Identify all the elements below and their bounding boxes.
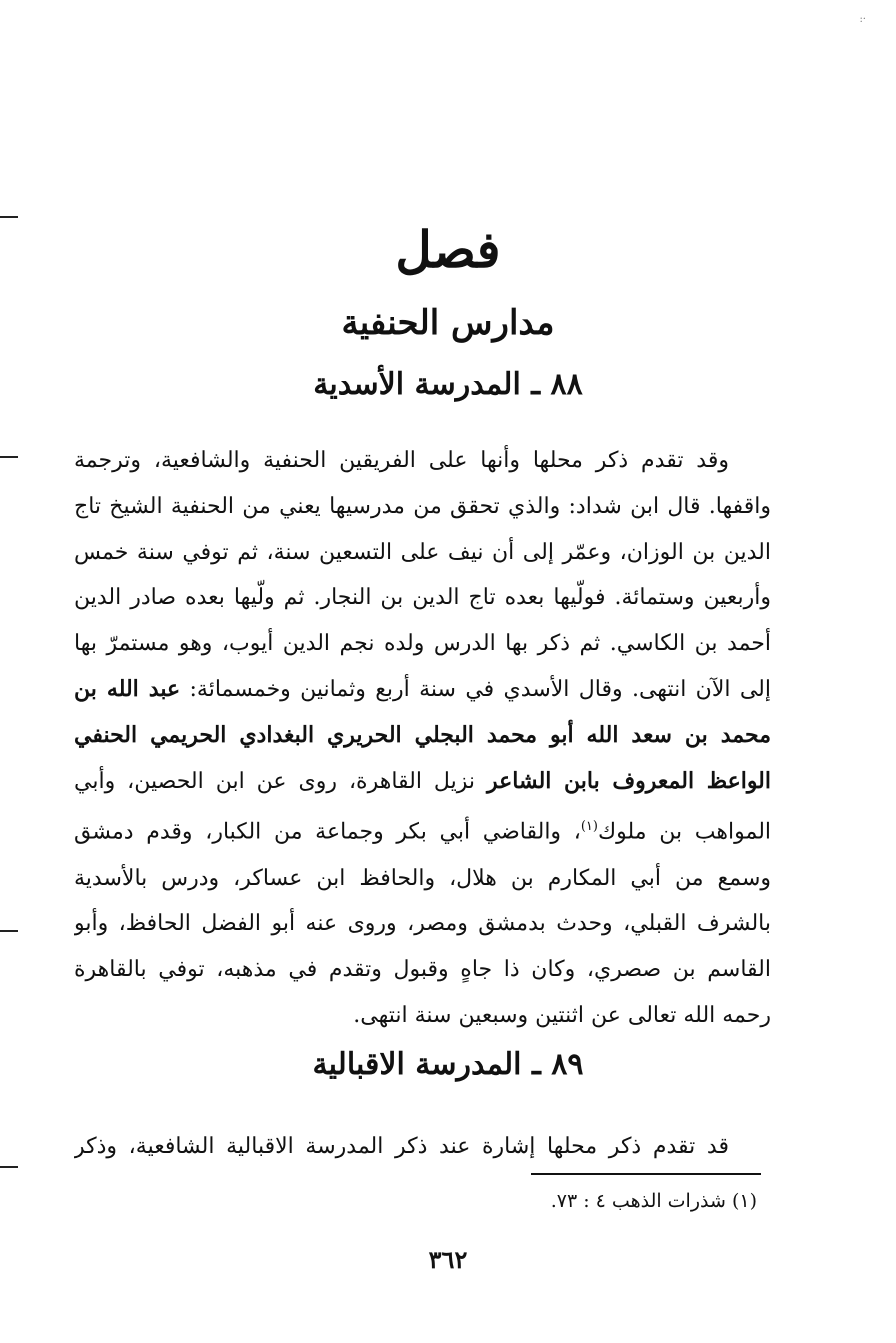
entry-heading: ٨٨ ـ المدرسة الأسدية	[313, 367, 583, 402]
bold-name: عبد الله بن	[74, 675, 181, 702]
footnote: (١) شذرات الذهب ٤ : ٧٣.	[550, 1190, 757, 1212]
text-line: القاسم بن صصري، وكان ذا جاهٍ وقبول وتقدم في مذهبه، توفي بالقاهرة	[74, 957, 771, 983]
text-run: ، والقاضي أبي بكر وجماعة من الكبار، وقدم دمشق	[74, 819, 581, 845]
text-run: نزيل القاهرة، روى عن ابن الحصين، وأبي	[74, 768, 475, 794]
margin-mark	[0, 216, 18, 218]
entry-heading: ٨٩ ـ المدرسة الاقبالية	[312, 1047, 584, 1082]
margin-mark	[0, 930, 18, 932]
margin-mark	[0, 456, 18, 458]
bold-name: الواعظ المعروف بابن الشاعر	[486, 767, 771, 794]
footnote-rule	[531, 1173, 761, 1175]
text-line	[74, 759, 771, 805]
text-line: الدين بن الوزان، وعمّر إلى أن نيف على التسعين سنة، ثم توفي سنة خمس	[74, 539, 771, 565]
entry-body	[74, 1124, 771, 1170]
text-line: واقفها. قال ابن شداد: والذي تحقق من مدرسيها يعني من الحنفية الشيخ تاج	[74, 493, 771, 519]
chapter-title: فصل	[395, 220, 501, 279]
text-line: وسمع من أبي المكارم بن هلال، والحافظ ابن عساكر، ودرس بالأسدية	[74, 865, 771, 891]
section-title: مدارس الحنفية	[341, 303, 555, 343]
text-line: وأربعين وستمائة. فولّيها بعده تاج الدين بن النجار. ثم ولّيها بعده صادر الدين	[74, 585, 771, 611]
text-line: رحمه الله تعالى عن اثنتين وسبعين سنة انتهى.	[353, 1002, 771, 1028]
text-run: المواهب بن ملوك	[597, 819, 771, 845]
text-line: بالشرف القبلي، وحدث بدمشق ومصر، وروى عنه أبو الفضل الحافظ، وأبو	[74, 911, 771, 937]
scan-speck: ·:	[859, 14, 866, 25]
margin-mark	[0, 1166, 18, 1168]
text-line: أحمد بن الكاسي. ثم ذكر بها الدرس ولده نجم الدين أيوب، وهو مستمرّ بها	[74, 631, 771, 657]
text-run: إلى الآن انتهى. وقال الأسدي في سنة أربع وثمانين وخمسمائة:	[189, 676, 771, 702]
entry-body	[74, 438, 771, 1039]
text-line: محمد بن سعد الله أبو محمد البجلي الحريري البغدادي الحريمي الحنفي	[74, 721, 771, 748]
text-line	[74, 667, 771, 713]
text-line	[74, 804, 771, 855]
page-number: ٣٦٢	[428, 1245, 468, 1274]
text-line: وقد تقدم ذكر محلها وأنها على الفريقين الحنفية والشافعية، وترجمة	[74, 448, 729, 473]
footnote-ref: (١)	[580, 819, 598, 835]
text-line: قد تقدم ذكر محلها إشارة عند ذكر المدرسة الاقبالية الشافعية، وذكر	[74, 1134, 729, 1159]
